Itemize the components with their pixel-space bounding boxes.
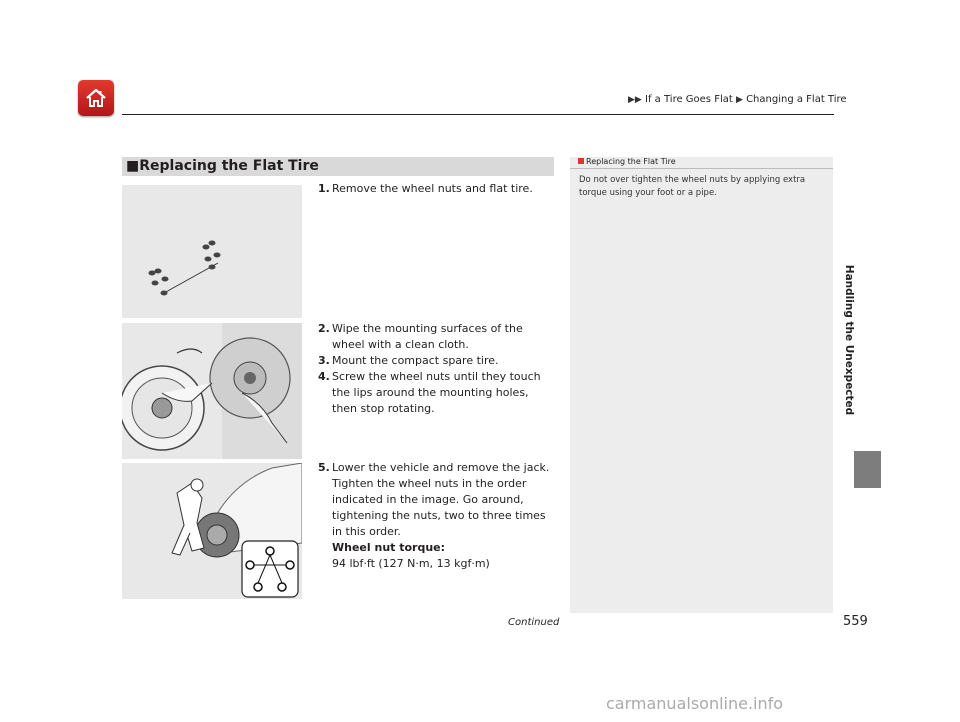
torque-label: Wheel nut torque: (332, 541, 446, 554)
step-2 (318, 321, 556, 353)
note-title[interactable] (578, 157, 676, 166)
note-panel (570, 157, 833, 613)
step-1 (318, 181, 556, 197)
step-group-3 (318, 460, 556, 572)
breadcrumb-item-changing-a-flat-tire[interactable]: Changing a Flat Tire (746, 94, 847, 105)
illustration-tighten-nuts (122, 463, 302, 599)
note-title-text: Replacing the Flat Tire (586, 157, 676, 166)
home-icon (84, 86, 108, 110)
illustration-mount-spare-tire (122, 323, 302, 459)
breadcrumb-item-if-a-tire-goes-flat[interactable]: If a Tire Goes Flat (645, 94, 733, 105)
step-number: 3. (318, 354, 330, 367)
step-text: Wipe the mounting surfaces of the wheel with a clean cloth. (332, 322, 523, 351)
wheel-nuts-drawing (122, 185, 302, 318)
step-number: 4. (318, 370, 330, 383)
continued-label: Continued (508, 617, 560, 628)
chapter-tab-marker[interactable] (854, 451, 881, 488)
watermark: carmanualsonline.info (606, 694, 784, 713)
step-number: 5. (318, 461, 330, 474)
step-5 (318, 460, 556, 572)
step-text: Screw the wheel nuts until they touch the lips around the mounting holes, then stop rotating. (332, 370, 541, 415)
page-number: 559 (843, 614, 868, 629)
breadcrumb-arrow-icon: ▶▶ (628, 95, 642, 105)
step-3 (318, 353, 556, 369)
note-body: Do not over tighten the wheel nuts by applying extra torque using your foot or a pipe. (579, 175, 806, 198)
step-text: Mount the compact spare tire. (332, 354, 499, 367)
illustration-wheel-nuts (122, 185, 302, 318)
chapter-tab-text: Handling the Unexpected (843, 264, 855, 416)
step-group-1 (318, 181, 556, 197)
chapter-tab-label (843, 230, 883, 450)
step-text: Lower the vehicle and remove the jack. Tighten the wheel nuts in the order indicated in the image. Go around, tightening the nuts, two to three times in this order. (332, 461, 550, 538)
step-4 (318, 369, 556, 417)
step-number: 2. (318, 322, 330, 335)
spare-tire-drawing (122, 323, 302, 459)
note-marker-icon (578, 158, 584, 164)
step-number: 1. (318, 182, 330, 195)
torque-value: 94 lbf·ft (127 N·m, 13 kgf·m) (332, 557, 490, 570)
home-button[interactable] (78, 80, 114, 116)
tighten-nuts-drawing (122, 463, 302, 599)
breadcrumb-arrow-icon: ▶ (735, 95, 743, 105)
header-rule (122, 114, 834, 115)
breadcrumb (628, 94, 847, 105)
step-group-2 (318, 321, 556, 417)
section-title: ■Replacing the Flat Tire (126, 158, 319, 174)
step-text: Remove the wheel nuts and flat tire. (332, 182, 533, 195)
